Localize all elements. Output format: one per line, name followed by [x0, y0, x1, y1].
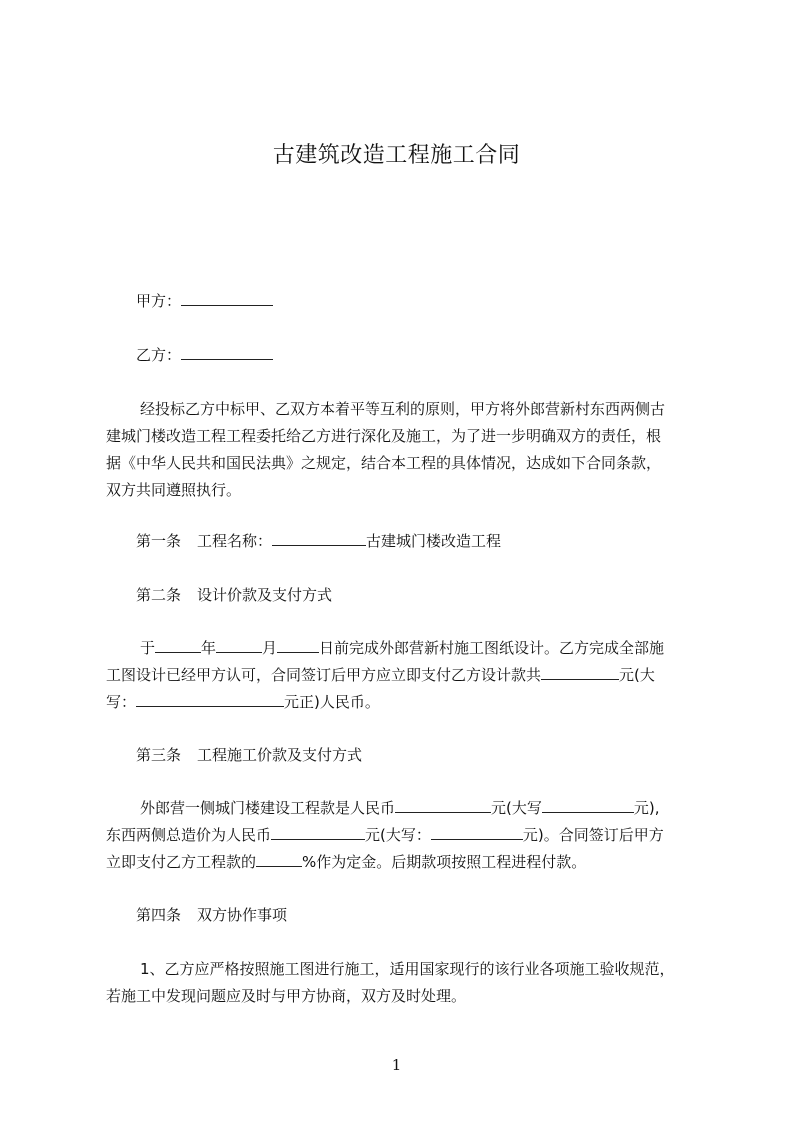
article-3-title: 工程施工价款及支付方式: [197, 746, 363, 764]
deposit-percent-blank: [256, 852, 302, 867]
text-segment: 元(大: [619, 666, 655, 684]
party-a-line: [136, 291, 688, 311]
text-segment: 外郎营一侧城门楼建设工程款是人民币: [140, 799, 396, 817]
text-segment: 年: [201, 639, 217, 657]
intro-line-4: 双方共同遵照执行。: [106, 481, 242, 499]
party-a-blank: [181, 291, 273, 306]
party-a-label: 甲方：: [136, 292, 182, 310]
text-segment: 元正)人民币。: [284, 693, 380, 711]
article-1-name-suffix: 古建城门楼改造工程: [366, 532, 502, 550]
party-b-line: [136, 345, 688, 365]
total-amount-uppercase-blank: [431, 825, 523, 840]
article-3-heading: [136, 745, 718, 765]
article-4-item-1-line-1: 1、乙方应严格按照施工图进行施工，适用国家现行的该行业各项施工验收规范，: [140, 960, 675, 978]
day-blank-year: [155, 638, 201, 653]
text-segment: 元(大写: [491, 799, 542, 817]
text-segment: 月: [262, 639, 278, 657]
article-3-number: 第三条: [136, 746, 182, 764]
party-b-blank: [181, 345, 273, 360]
article-2-number: 第二条: [136, 586, 182, 604]
article-3-line-2: [106, 825, 688, 845]
text-segment: %作为定金。后期款项按照工程进程付款。: [302, 853, 587, 871]
text-segment: 元)。合同签订后甲方: [522, 826, 664, 844]
intro-line-2: 建城门楼改造工程工程委托给乙方进行深化及施工，为了进一步明确双方的责任，根: [106, 427, 662, 445]
intro-line-3: 据《中华人民共和国民法典》之规定，结合本工程的具体情况，达成如下合同条款，: [106, 454, 662, 472]
design-fee-blank: [541, 665, 619, 680]
article-1-label: 工程名称：: [197, 532, 273, 550]
document-title: 古建筑改造工程施工合同: [272, 143, 521, 168]
intro-line-1: 经投标乙方中标甲、乙双方本着平等互利的原则，甲方将外郎营新村东西两侧古: [140, 400, 666, 418]
design-fee-uppercase-blank: [136, 692, 284, 707]
text-segment: 东西两侧总造价为人民币: [106, 826, 272, 844]
article-4-item-1-line-2: 若施工中发现问题应及时与甲方协商，双方及时处理。: [106, 987, 467, 1005]
article-2-line-1: [140, 638, 722, 658]
article-3-line-3: [106, 852, 688, 872]
article-2-title: 设计价款及支付方式: [197, 586, 333, 604]
article-4-heading: [136, 905, 718, 925]
text-segment: 工图设计已经甲方认可，合同签订后甲方应立即支付乙方设计款共: [106, 666, 542, 684]
article-4-number: 第四条: [136, 906, 182, 924]
text-segment: 写：: [106, 693, 137, 711]
article-2-line-2: [106, 665, 688, 685]
article-1-heading: [136, 531, 718, 551]
text-segment: 于: [140, 639, 156, 657]
article-4-title: 双方协作事项: [197, 906, 288, 924]
article-2-line-3: [106, 692, 688, 712]
page-number: 1: [391, 1056, 402, 1074]
article-1-number: 第一条: [136, 532, 182, 550]
project-name-blank: [272, 531, 366, 546]
article-3-line-1: [140, 798, 722, 818]
west-amount-blank: [395, 798, 491, 813]
article-2-heading: [136, 585, 718, 605]
party-b-label: 乙方：: [136, 346, 182, 364]
day-blank-month: [216, 638, 262, 653]
text-segment: 元(大写：: [365, 826, 431, 844]
day-blank-day: [277, 638, 319, 653]
total-amount-blank: [271, 825, 365, 840]
text-segment: 元),: [633, 799, 660, 817]
text-segment: 日前完成外郎营新村施工图纸设计。乙方完成全部施: [319, 639, 665, 657]
west-amount-uppercase-blank: [542, 798, 634, 813]
text-segment: 立即支付乙方工程款的: [106, 853, 257, 871]
